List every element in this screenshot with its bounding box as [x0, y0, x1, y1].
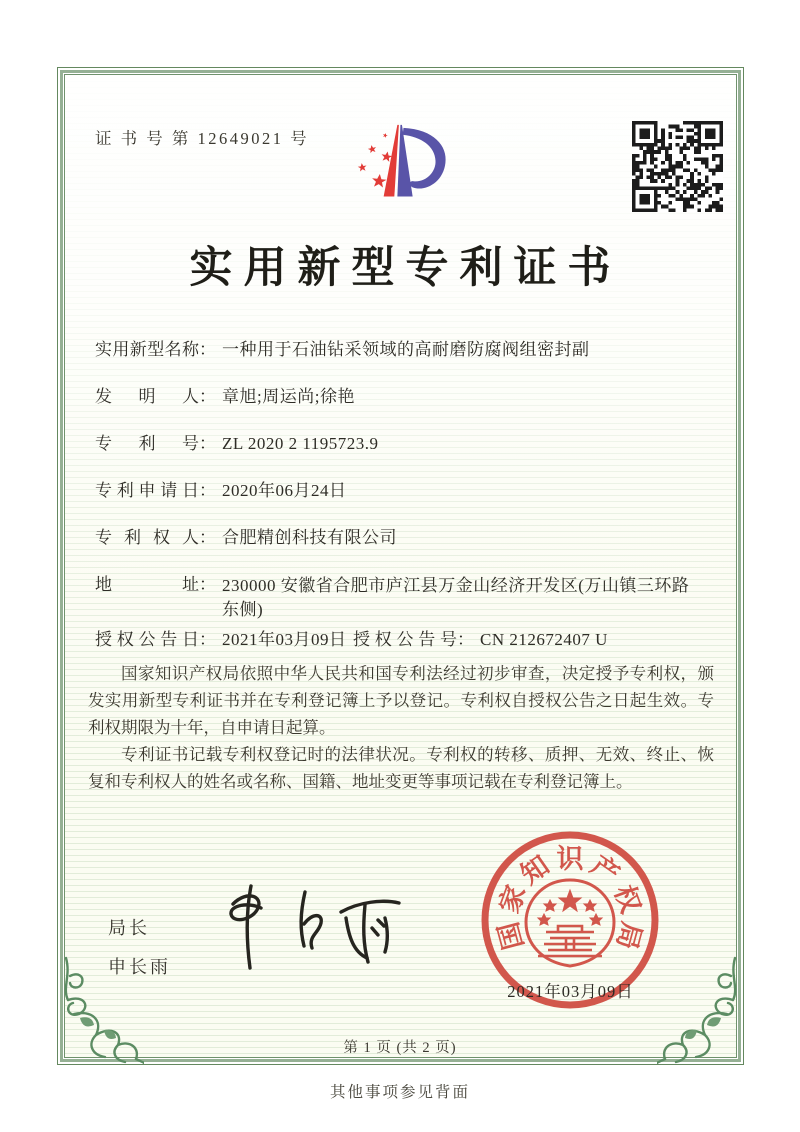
- field-value: 230000 安徽省合肥市庐江县万金山经济开发区(万山镇三环路东侧): [222, 576, 690, 619]
- cnipa-logo-icon: [344, 110, 466, 222]
- svg-text:权: 权: [608, 881, 647, 917]
- svg-text:知: 知: [515, 850, 555, 891]
- director-name: 申长雨: [108, 957, 171, 977]
- field-list: [95, 339, 713, 676]
- page-number: 第 1 页 (共 2 页): [343, 1040, 457, 1056]
- field-label: 发明人: [95, 387, 199, 406]
- director-title: 局长: [108, 918, 150, 938]
- field-filing-date: 专利申请日 ： 2020年06月24日: [95, 481, 347, 500]
- svg-text:识: 识: [556, 844, 584, 874]
- field-label: 授权公告号: [353, 630, 457, 649]
- page-title: 实用新型专利证书: [189, 245, 622, 292]
- legal-paragraph-1: 国家知识产权局依照中华人民共和国专利法经过初步审查，决定授予专利权，颁发实用新型专利证书并在专利登记簿上予以登记。专利权自授权公告之日起生效。专利权期限为十年，自申请日起算。: [88, 664, 714, 737]
- back-side-note: 其他事项参见背面: [329, 1084, 470, 1101]
- field-inventors: 发明人 ： 章旭;周运尚;徐艳: [95, 387, 355, 406]
- certificate-number: 证 书 号 第 12649021 号: [95, 129, 310, 148]
- field-grant-date: 授权公告日 ： 2021年03月09日: [95, 630, 347, 649]
- legal-paragraph-2: 专利证书记载专利权登记时的法律状况。专利权的转移、质押、无效、终止、恢复和专利权人的姓名或名称、国籍、地址变更等事项记载在专利登记簿上。: [88, 745, 714, 791]
- field-address: 地址 ： 230000 安徽省合肥市庐江县万金山经济开发区(万山镇三环路东侧): [95, 574, 713, 622]
- qr-code-icon: [632, 121, 723, 212]
- svg-text:产: 产: [585, 850, 625, 891]
- field-patent-number: 专利号 ： ZL 2020 2 1195723.9: [95, 434, 379, 453]
- svg-text:家: 家: [493, 881, 532, 917]
- field-label: 实用新型名称: [95, 340, 199, 359]
- field-label: 专利申请日: [95, 481, 199, 500]
- field-value: 一种用于石油钻采领域的高耐磨防腐阀组密封副: [222, 340, 590, 359]
- field-value: CN 212672407 U: [480, 630, 608, 649]
- field-label: 授权公告日: [95, 630, 199, 649]
- field-label: 专利权人: [95, 528, 199, 547]
- field-value: 2021年03月09日: [222, 630, 347, 649]
- director-signature-icon: [213, 872, 418, 987]
- national-emblem-icon: [526, 880, 614, 966]
- field-value: 合肥精创科技有限公司: [222, 528, 397, 547]
- field-value: 2020年06月24日: [222, 481, 347, 500]
- field-value: ZL 2020 2 1195723.9: [222, 434, 379, 453]
- legal-statement: [88, 660, 714, 795]
- field-label: 地址: [95, 575, 199, 594]
- field-grant-publication-number: 授权公告号 ： CN 212672407 U: [353, 630, 608, 649]
- svg-text:局: 局: [610, 918, 647, 953]
- seal-date: 2021年03月09日: [507, 982, 634, 1001]
- field-value: 章旭;周运尚;徐艳: [222, 387, 355, 406]
- svg-text:国: 国: [493, 918, 530, 953]
- field-grant-row: [95, 629, 713, 651]
- field-utility-model-name: 实用新型名称 ： 一种用于石油钻采领域的高耐磨防腐阀组密封副: [95, 340, 590, 359]
- field-patentee: 专利权人 ： 合肥精创科技有限公司: [95, 528, 397, 547]
- field-label: 专利号: [95, 434, 199, 453]
